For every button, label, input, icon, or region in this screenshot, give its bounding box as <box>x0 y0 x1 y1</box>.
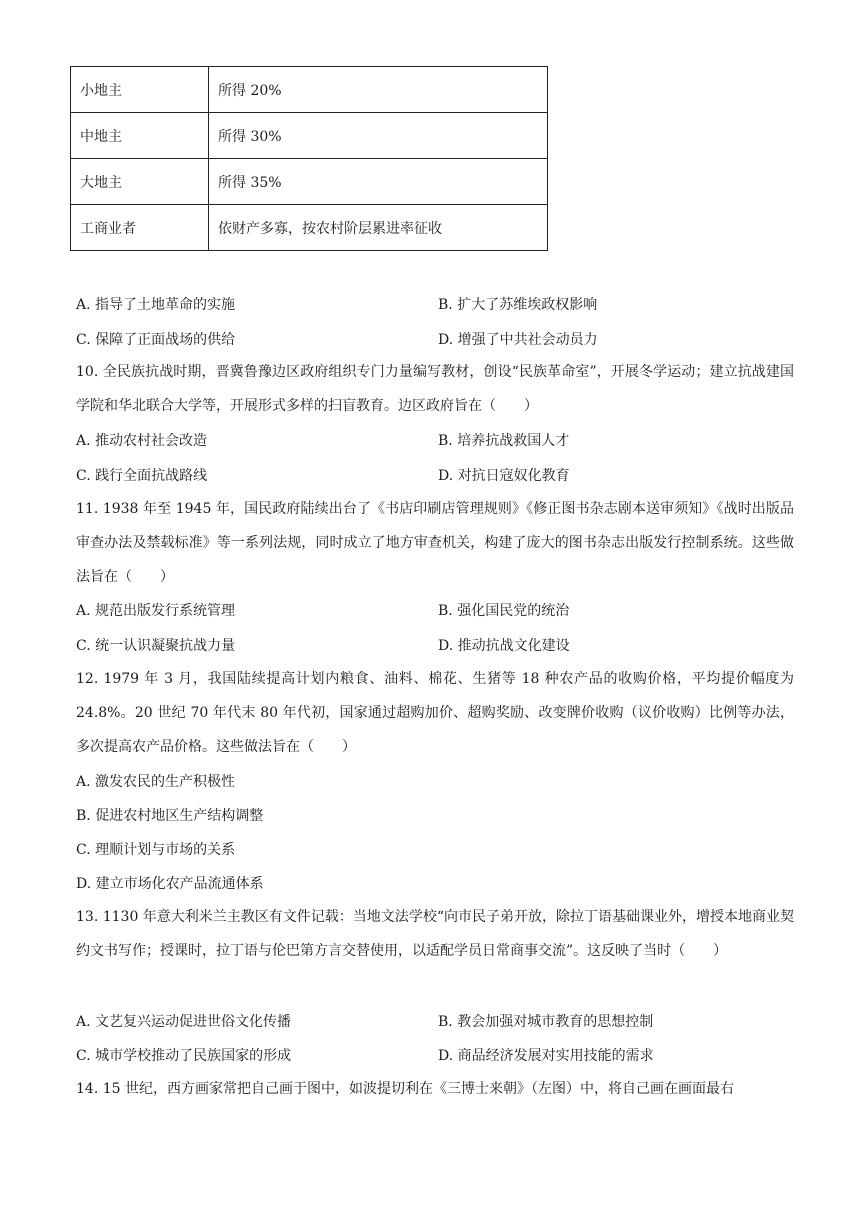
table-row <box>71 67 548 113</box>
table-cell: 小地主 <box>71 67 209 113</box>
q11-option-b[interactable]: B. 强化国民党的统治 <box>438 603 570 619</box>
table-cell: 依财产多寡，按农村阶层累进率征收 <box>209 205 548 251</box>
q11-option-a[interactable]: A. 规范出版发行系统管理 <box>76 603 236 619</box>
q13-option-a[interactable]: A. 文艺复兴运动促进世俗文化传播 <box>76 1014 292 1030</box>
q9-option-c[interactable]: C. 保障了正面战场的供给 <box>76 332 236 348</box>
q10-option-d[interactable]: D. 对抗日寇奴化教育 <box>438 468 570 484</box>
q10-option-b[interactable]: B. 培养抗战救国人才 <box>438 433 570 449</box>
table-cell: 工商业者 <box>71 205 209 251</box>
table-row <box>71 159 548 205</box>
q11-stem: 11. 1938 年至 1945 年，国民政府陆续出台了《书店印刷店管理规则》《修正图书杂志剧本送审须知》《战时出版品审查办法及禁载标准》等一系列法规，同时成立了地方审查机关，构建了庞大的图书杂志出版发行控制系统。这些做法旨在（ ） <box>76 501 794 585</box>
q14-stem: 14. 15 世纪，西方画家常把自己画于图中，如波提切利在《三博士来朝》（左图）中，将自己画在画面最右 <box>76 1081 734 1097</box>
table-cell: 所得 35% <box>209 159 548 205</box>
table-cell: 大地主 <box>71 159 209 205</box>
q12-stem: 12. 1979 年 3 月，我国陆续提高计划内粮食、油料、棉花、生猪等 18 种农产品的收购价格，平均提价幅度为 24.8%。20 世纪 70 年代末 80 年代初，国家通过超购加价、超购奖励、改变牌价收购（议价收购）比例等办法，多次提高农产品价格。这些做法旨在（ ） <box>76 671 794 755</box>
table-cell: 所得 30% <box>209 113 548 159</box>
table-cell: 中地主 <box>71 113 209 159</box>
q13-option-d[interactable]: D. 商品经济发展对实用技能的需求 <box>438 1048 654 1064</box>
q12-option-b[interactable]: B. 促进农村地区生产结构调整 <box>76 808 264 824</box>
q9-option-a[interactable]: A. 指导了土地革命的实施 <box>76 297 236 313</box>
q10-stem: 10. 全民族抗战时期，晋冀鲁豫边区政府组织专门力量编写教材，创设“民族革命室”，开展冬学运动；建立抗战建国学院和华北联合大学等，开展形式多样的扫盲教育。边区政府旨在（ ） <box>76 364 794 414</box>
q12-option-c[interactable]: C. 理顺计划与市场的关系 <box>76 842 236 858</box>
q12-option-d[interactable]: D. 建立市场化农产品流通体系 <box>76 876 264 892</box>
q10-option-c[interactable]: C. 践行全面抗战路线 <box>76 468 208 484</box>
q9-option-b[interactable]: B. 扩大了苏维埃政权影响 <box>438 297 598 313</box>
q13-option-b[interactable]: B. 教会加强对城市教育的思想控制 <box>438 1014 654 1030</box>
q13-stem: 13. 1130 年意大利米兰主教区有文件记载：当地文法学校“向市民子弟开放，除拉丁语基础课业外，增授本地商业契约文书写作；授课时，拉丁语与伦巴第方言交替使用，以适配学员日常商事交流”。这反映了当时（ ） <box>76 909 794 959</box>
q13-option-c[interactable]: C. 城市学校推动了民族国家的形成 <box>76 1048 292 1064</box>
table-row <box>71 205 548 251</box>
q10-option-a[interactable]: A. 推动农村社会改造 <box>76 433 208 449</box>
table-cell: 所得 20% <box>209 67 548 113</box>
q11-option-d[interactable]: D. 推动抗战文化建设 <box>438 638 570 654</box>
q12-option-a[interactable]: A. 激发农民的生产积极性 <box>76 774 236 790</box>
q9-option-d[interactable]: D. 增强了中共社会动员力 <box>438 332 598 348</box>
q11-option-c[interactable]: C. 统一认识凝聚抗战力量 <box>76 638 236 654</box>
land-tax-table <box>70 66 548 251</box>
table-row <box>71 113 548 159</box>
